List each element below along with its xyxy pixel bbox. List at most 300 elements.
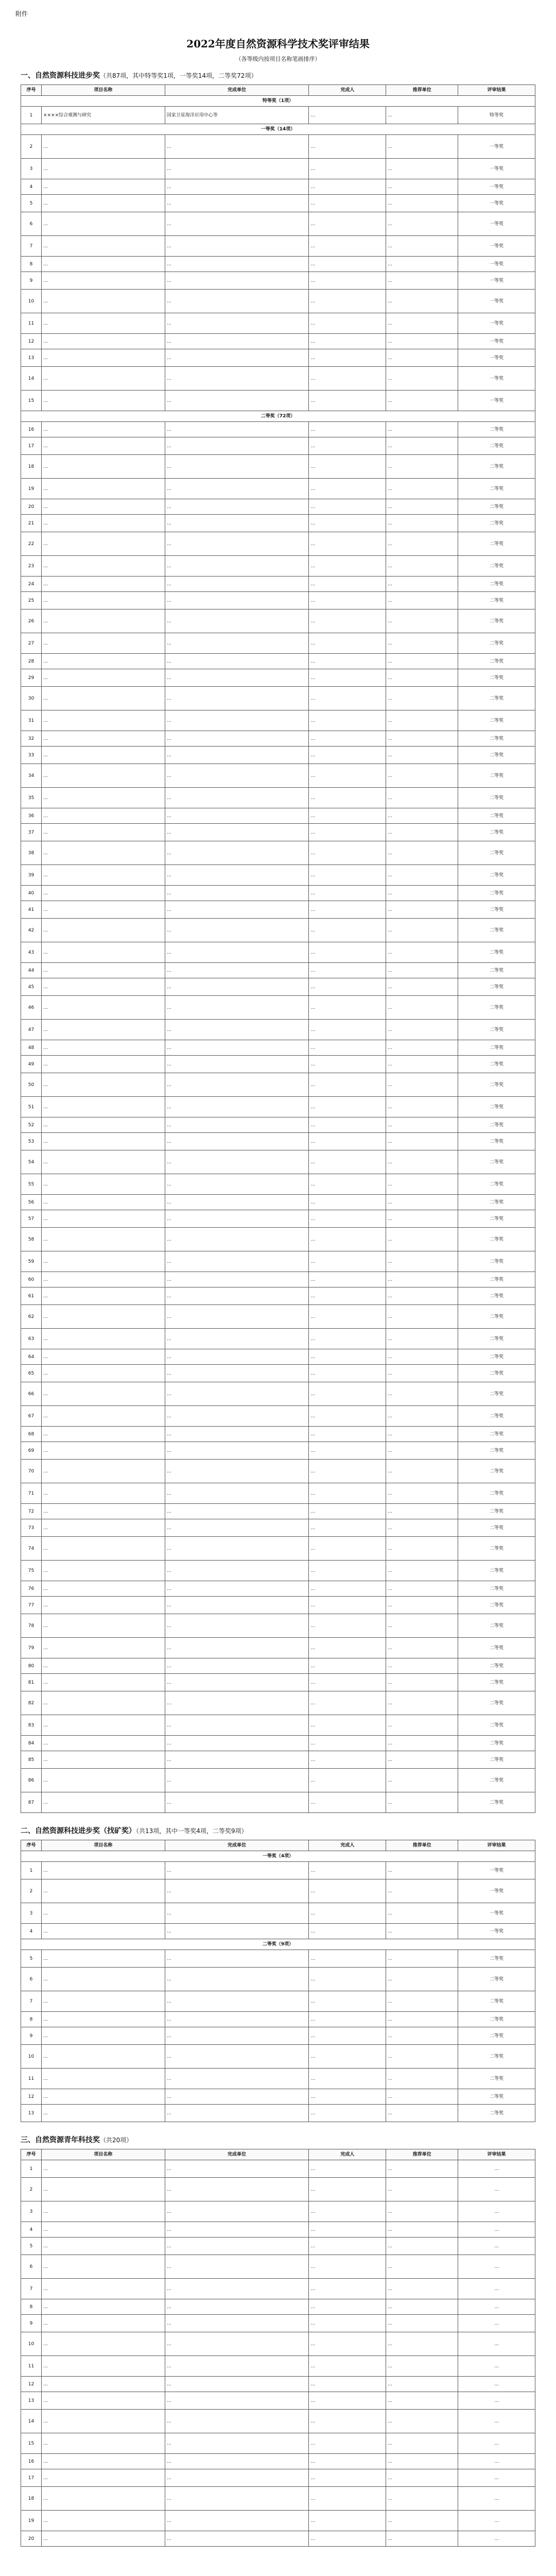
cell-units: … (165, 515, 309, 532)
table-row (21, 236, 535, 257)
cell-result: 二等奖 (458, 609, 535, 633)
cell-name: … (41, 2089, 165, 2105)
cell-rec: … (386, 515, 458, 532)
cell-people: … (309, 1442, 386, 1460)
grade-row (21, 1851, 535, 1862)
cell-people: … (309, 1483, 386, 1504)
table-row (21, 107, 535, 124)
table-row (21, 2356, 535, 2377)
cell-rec: … (386, 195, 458, 212)
cell-name: … (41, 1879, 165, 1903)
cell-result: 二等奖 (458, 901, 535, 919)
cell-rec: … (386, 1228, 458, 1251)
attachment-label: 附件 (15, 10, 28, 18)
cell-units: … (165, 731, 309, 747)
cell-rec: … (386, 236, 458, 257)
cell-result: 一等奖 (458, 195, 535, 212)
cell-no: 21 (21, 515, 42, 532)
cell-rec: … (386, 257, 458, 272)
table-row (21, 2222, 535, 2238)
cell-no: 14 (21, 367, 42, 391)
cell-people: … (309, 2356, 386, 2377)
cell-no: 72 (21, 1504, 42, 1519)
table-row (21, 2012, 535, 2027)
cell-no: 20 (21, 499, 42, 515)
table-row (21, 1715, 535, 1736)
cell-units: … (165, 422, 309, 437)
table-row (21, 515, 535, 532)
cell-no: 32 (21, 731, 42, 747)
table-row (21, 687, 535, 710)
cell-name: … (41, 1658, 165, 1674)
cell-name: … (41, 747, 165, 764)
cell-people: … (309, 731, 386, 747)
cell-name: … (41, 2027, 165, 2045)
cell-name: … (41, 1597, 165, 1614)
cell-no: 43 (21, 942, 42, 963)
cell-rec: … (386, 2160, 458, 2178)
cell-units: … (165, 349, 309, 367)
cell-people: … (309, 2511, 386, 2531)
cell-rec: … (386, 1349, 458, 1365)
section-note: （共87项，其中特等奖1项，一等奖14项，二等奖72项） (100, 72, 257, 79)
cell-name: … (41, 1792, 165, 1813)
cell-no: 2 (21, 135, 42, 159)
cell-name: … (41, 710, 165, 731)
table-row (21, 437, 535, 455)
cell-people: … (309, 865, 386, 886)
cell-result: 二等奖 (458, 1097, 535, 1117)
cell-result: 二等奖 (458, 1950, 535, 1968)
table-row (21, 808, 535, 824)
section-note: （共13项，其中一等奖4项，二等奖9项） (136, 1827, 248, 1835)
table-row (21, 2392, 535, 2410)
cell-name: … (41, 515, 165, 532)
cell-name: … (41, 179, 165, 195)
cell-name: … (41, 2377, 165, 2392)
cell-rec: … (386, 1483, 458, 1504)
cell-rec: … (386, 1597, 458, 1614)
table-row (21, 1769, 535, 1792)
cell-result: 二等奖 (458, 654, 535, 669)
cell-people: … (309, 2433, 386, 2454)
table-row (21, 2027, 535, 2045)
cell-result: 一等奖 (458, 290, 535, 313)
cell-people: … (309, 919, 386, 942)
cell-name: … (41, 2315, 165, 2332)
cell-no: 5 (21, 2238, 42, 2255)
award-table (21, 84, 535, 1813)
cell-name: … (41, 1715, 165, 1736)
cell-units: … (165, 2045, 309, 2069)
cell-rec: … (386, 1195, 458, 1210)
cell-people: … (309, 1427, 386, 1442)
cell-rec: … (386, 1950, 458, 1968)
cell-people: … (309, 257, 386, 272)
cell-result: 二等奖 (458, 1614, 535, 1638)
table-row (21, 2377, 535, 2392)
cell-no: 52 (21, 1117, 42, 1133)
section-heading (21, 1825, 535, 1836)
cell-people: … (309, 1561, 386, 1581)
cell-rec: … (386, 764, 458, 788)
cell-people: … (309, 1715, 386, 1736)
cell-result: 一等奖 (458, 272, 535, 290)
cell-rec: … (386, 577, 458, 592)
cell-units: … (165, 788, 309, 808)
cell-name: … (41, 2012, 165, 2027)
cell-result: 二等奖 (458, 1483, 535, 1504)
cell-rec: … (386, 2045, 458, 2069)
cell-units: … (165, 942, 309, 963)
cell-rec: … (386, 1174, 458, 1195)
cell-result: 二等奖 (458, 1210, 535, 1228)
cell-rec: … (386, 1537, 458, 1561)
table-row (21, 963, 535, 978)
table-row (21, 2089, 535, 2105)
cell-rec: … (386, 159, 458, 179)
table-row (21, 1442, 535, 1460)
cell-no: 10 (21, 2332, 42, 2356)
section-note: （共20项） (100, 2137, 133, 2144)
cell-no: 12 (21, 2377, 42, 2392)
cell-units: … (165, 2178, 309, 2201)
cell-rec: … (386, 290, 458, 313)
cell-units: … (165, 2160, 309, 2178)
cell-no: 81 (21, 1674, 42, 1691)
cell-rec: … (386, 1329, 458, 1349)
cell-units: … (165, 577, 309, 592)
column-header: 评审结果 (458, 2149, 535, 2160)
cell-people: … (309, 1537, 386, 1561)
cell-people: … (309, 1769, 386, 1792)
cell-units: … (165, 1040, 309, 1056)
award-table (21, 1840, 535, 2122)
cell-no: 76 (21, 1581, 42, 1597)
table-row (21, 1150, 535, 1174)
cell-units: … (165, 1133, 309, 1150)
table-row (21, 1736, 535, 1751)
cell-result: 二等奖 (458, 1349, 535, 1365)
cell-name: … (41, 1406, 165, 1427)
cell-rec: … (386, 107, 458, 124)
table-row (21, 1691, 535, 1715)
cell-units: … (165, 633, 309, 654)
cell-people: … (309, 1329, 386, 1349)
cell-no: 1 (21, 107, 42, 124)
cell-units: … (165, 1597, 309, 1614)
cell-people: … (309, 1751, 386, 1769)
cell-name: … (41, 1483, 165, 1504)
cell-result: 一等奖 (458, 212, 535, 236)
cell-rec: … (386, 135, 458, 159)
cell-name: … (41, 824, 165, 841)
cell-rec: … (386, 313, 458, 334)
column-header: 项目名称 (41, 2149, 165, 2160)
cell-name: … (41, 886, 165, 901)
cell-people: … (309, 2299, 386, 2315)
cell-name: … (41, 334, 165, 349)
table-row (21, 1597, 535, 1614)
cell-rec: … (386, 2433, 458, 2454)
cell-people: … (309, 2178, 386, 2201)
table-row (21, 2160, 535, 2178)
column-header: 完成人 (309, 2149, 386, 2160)
cell-result: 二等奖 (458, 1597, 535, 1614)
cell-name: … (41, 2410, 165, 2433)
table-row (21, 391, 535, 411)
table-row (21, 1638, 535, 1658)
cell-units: … (165, 1903, 309, 1924)
cell-name: … (41, 1040, 165, 1056)
cell-no: 33 (21, 747, 42, 764)
cell-units: … (165, 1638, 309, 1658)
cell-result: … (458, 2356, 535, 2377)
cell-people: … (309, 1658, 386, 1674)
cell-no: 79 (21, 1638, 42, 1658)
cell-name: … (41, 556, 165, 577)
table-row (21, 841, 535, 865)
table-row (21, 1504, 535, 1519)
cell-units: … (165, 1073, 309, 1097)
cell-no: 16 (21, 422, 42, 437)
cell-name: … (41, 609, 165, 633)
cell-rec: … (386, 2012, 458, 2027)
cell-no: 63 (21, 1329, 42, 1349)
cell-people: … (309, 1674, 386, 1691)
cell-result: 二等奖 (458, 633, 535, 654)
table-row (21, 1519, 535, 1537)
section-spacer (21, 2122, 535, 2127)
cell-no: 13 (21, 2392, 42, 2410)
cell-result: … (458, 2255, 535, 2279)
cell-no: 4 (21, 179, 42, 195)
cell-rec: … (386, 2469, 458, 2487)
cell-people: … (309, 135, 386, 159)
cell-people: … (309, 290, 386, 313)
cell-name: … (41, 2105, 165, 2122)
cell-people: … (309, 577, 386, 592)
cell-result: … (458, 2469, 535, 2487)
cell-result: … (458, 2222, 535, 2238)
cell-name: … (41, 1691, 165, 1715)
cell-units: … (165, 1736, 309, 1751)
cell-name: … (41, 1427, 165, 1442)
cell-rec: … (386, 1442, 458, 1460)
cell-no: 12 (21, 2089, 42, 2105)
cell-people: … (309, 633, 386, 654)
cell-result: 一等奖 (458, 313, 535, 334)
cell-units: … (165, 479, 309, 499)
cell-rec: … (386, 1792, 458, 1813)
cell-rec: … (386, 687, 458, 710)
cell-no: 41 (21, 901, 42, 919)
cell-people: … (309, 1581, 386, 1597)
cell-name: … (41, 1305, 165, 1329)
cell-result: 二等奖 (458, 824, 535, 841)
cell-name: … (41, 1382, 165, 1406)
cell-units: … (165, 1272, 309, 1287)
cell-no: 75 (21, 1561, 42, 1581)
table-row (21, 886, 535, 901)
cell-units: … (165, 1117, 309, 1133)
cell-people: … (309, 391, 386, 411)
cell-units: … (165, 1251, 309, 1272)
cell-rec: … (386, 633, 458, 654)
cell-rec: … (386, 1406, 458, 1427)
cell-result: 一等奖 (458, 159, 535, 179)
cell-people: … (309, 2238, 386, 2255)
cell-result: 二等奖 (458, 710, 535, 731)
cell-people: … (309, 532, 386, 556)
cell-result: … (458, 2454, 535, 2469)
cell-result: 二等奖 (458, 1519, 535, 1537)
award-table (21, 2149, 535, 2547)
cell-units: … (165, 2012, 309, 2027)
cell-rec: … (386, 1460, 458, 1483)
cell-name: … (41, 1365, 165, 1382)
cell-people: … (309, 479, 386, 499)
cell-people: … (309, 1040, 386, 1056)
cell-units: … (165, 1968, 309, 1991)
cell-people: … (309, 2332, 386, 2356)
cell-people: … (309, 1519, 386, 1537)
cell-rec: … (386, 2238, 458, 2255)
cell-result: … (458, 2160, 535, 2178)
cell-result: 二等奖 (458, 1150, 535, 1174)
cell-rec: … (386, 2279, 458, 2299)
cell-rec: … (386, 1210, 458, 1228)
cell-name: … (41, 1991, 165, 2012)
column-header: 完成人 (309, 85, 386, 96)
cell-name: … (41, 455, 165, 479)
cell-result: … (458, 2487, 535, 2511)
cell-rec: … (386, 609, 458, 633)
cell-name: … (41, 195, 165, 212)
cell-units: … (165, 2201, 309, 2222)
cell-people: … (309, 1287, 386, 1305)
table-row (21, 1287, 535, 1305)
cell-units: … (165, 2433, 309, 2454)
cell-people: … (309, 901, 386, 919)
cell-name: … (41, 687, 165, 710)
table-row (21, 1020, 535, 1040)
cell-result: 二等奖 (458, 1040, 535, 1056)
table-row (21, 1228, 535, 1251)
cell-result: 一等奖 (458, 135, 535, 159)
cell-units: … (165, 747, 309, 764)
cell-result: 二等奖 (458, 1991, 535, 2012)
cell-units: … (165, 764, 309, 788)
cell-rec: … (386, 479, 458, 499)
section-title: 二、自然资源科技进步奖（找矿奖） (21, 1827, 136, 1835)
cell-people: … (309, 195, 386, 212)
table-row (21, 865, 535, 886)
table-row (21, 556, 535, 577)
table-row (21, 788, 535, 808)
cell-people: … (309, 1272, 386, 1287)
cell-no: 22 (21, 532, 42, 556)
column-header: 完成人 (309, 1840, 386, 1851)
cell-name: … (41, 2469, 165, 2487)
cell-rec: … (386, 1903, 458, 1924)
cell-units: … (165, 1305, 309, 1329)
cell-units: … (165, 1658, 309, 1674)
cell-no: 34 (21, 764, 42, 788)
cell-people: … (309, 2410, 386, 2433)
table-row (21, 1133, 535, 1150)
cell-name: … (41, 919, 165, 942)
cell-result: … (458, 2433, 535, 2454)
cell-rec: … (386, 1133, 458, 1150)
cell-name: … (41, 1950, 165, 1968)
table-row (21, 1460, 535, 1483)
cell-people: … (309, 179, 386, 195)
cell-rec: … (386, 272, 458, 290)
cell-units: … (165, 1382, 309, 1406)
column-header: 序号 (21, 2149, 42, 2160)
table-row (21, 2045, 535, 2069)
cell-people: … (309, 515, 386, 532)
section-spacer (21, 2547, 535, 2552)
cell-people: … (309, 978, 386, 996)
cell-no: 19 (21, 2511, 42, 2531)
cell-people: … (309, 1950, 386, 1968)
table-row (21, 367, 535, 391)
cell-name: … (41, 1537, 165, 1561)
cell-result: 二等奖 (458, 1329, 535, 1349)
table-row (21, 1751, 535, 1769)
cell-units: … (165, 2392, 309, 2410)
cell-people: … (309, 1792, 386, 1813)
cell-result: 二等奖 (458, 963, 535, 978)
cell-name: … (41, 731, 165, 747)
cell-rec: … (386, 455, 458, 479)
table-row (21, 1792, 535, 1813)
cell-units: … (165, 841, 309, 865)
cell-people: … (309, 1174, 386, 1195)
cell-result: 二等奖 (458, 532, 535, 556)
cell-name: … (41, 764, 165, 788)
cell-name: … (41, 1638, 165, 1658)
cell-units: … (165, 1879, 309, 1903)
cell-name: … (41, 1174, 165, 1195)
cell-no: 7 (21, 2279, 42, 2299)
cell-name: … (41, 2332, 165, 2356)
cell-rec: … (386, 942, 458, 963)
cell-people: … (309, 2027, 386, 2045)
cell-people: … (309, 942, 386, 963)
cell-rec: … (386, 212, 458, 236)
table-row (21, 159, 535, 179)
column-header: 项目名称 (41, 1840, 165, 1851)
cell-result: 二等奖 (458, 996, 535, 1020)
table-row (21, 1614, 535, 1638)
cell-name: … (41, 2255, 165, 2279)
cell-name: … (41, 1117, 165, 1133)
cell-name: … (41, 1736, 165, 1751)
cell-rec: … (386, 179, 458, 195)
cell-people: … (309, 1382, 386, 1406)
cell-no: 40 (21, 886, 42, 901)
table-row (21, 1561, 535, 1581)
cell-result: 二等奖 (458, 865, 535, 886)
table-row (21, 2433, 535, 2454)
cell-units: … (165, 1287, 309, 1305)
cell-people: … (309, 1597, 386, 1614)
cell-people: … (309, 1133, 386, 1150)
cell-people: … (309, 1195, 386, 1210)
